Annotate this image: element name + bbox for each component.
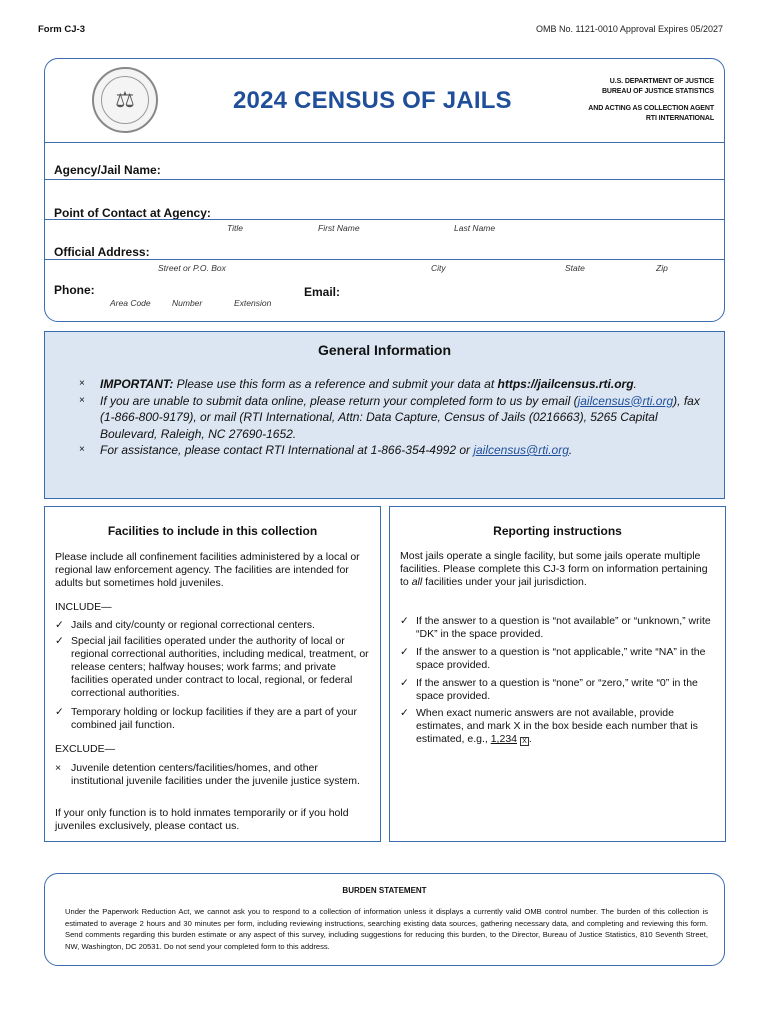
check-icon: ✓ — [55, 706, 64, 718]
burden-title: BURDEN STATEMENT — [342, 886, 427, 895]
reporting-item: ✓ When exact numeric answers are not available, provide estimates, and mark X in the box beside each number that is estimated, e.g., 1,234 X . — [400, 707, 698, 745]
info-text: For assistance, please contact RTI International at 1-866-354-4992 or — [100, 443, 474, 457]
check-icon: ✓ — [55, 635, 64, 647]
agency-line: RTI INTERNATIONAL — [645, 115, 714, 122]
omb-number: OMB No. 1121-0010 Approval Expires 05/2027 — [536, 24, 723, 34]
official-address-label: Official Address: — [54, 245, 150, 259]
exclude-item: × Juvenile detention centers/facilities/homes, and other institutional juvenile facilities under the juvenile justice system. — [55, 762, 360, 787]
number-sublabel: Number — [172, 298, 203, 308]
check-icon: ✓ — [400, 646, 409, 658]
burden-statement-panel — [44, 873, 725, 966]
agency-name-label: Agency/Jail Name: — [54, 163, 161, 177]
reporting-intro: Most jails operate a single facility, but some jails operate multiple facilities. Please complete this CJ-3 form on information pertaining to all facilities under your jail jurisdiction. — [400, 550, 708, 588]
form-id: Form CJ-3 — [38, 24, 85, 35]
email-link[interactable]: jailcensus@rti.org — [577, 393, 674, 408]
check-icon: ✓ — [55, 619, 64, 631]
extension-sublabel: Extension — [234, 298, 272, 308]
eagle-emblem-icon: ⚖ — [101, 76, 149, 124]
check-icon: ✓ — [400, 677, 409, 689]
include-item: ✓ Special jail facilities operated under the authority of local or regional correctional authorities, including medical, treatment, or release centers; halfway houses; work farms; and private facilities operated under contract to local, regional, or federal correctional authorities. — [55, 635, 369, 699]
facilities-panel — [44, 506, 381, 842]
info-text: Please use this form as a reference and submit your data at — [173, 377, 498, 391]
example-value: 1,234 — [490, 733, 517, 745]
agency-line: AND ACTING AS COLLECTION AGENT — [588, 105, 714, 112]
city-sublabel: City — [431, 263, 446, 273]
general-information-panel — [44, 331, 725, 499]
info-text: ), fax (1-866-800-9179), or mail (RTI International, Attn: Data Capture, Census of Jails (0216663), 5265 Capital Boulevard, Raleigh, NC 27690-1652. — [100, 393, 700, 441]
exclude-label: EXCLUDE— — [55, 743, 116, 755]
divider — [45, 142, 724, 143]
facilities-intro: Please include all confinement facilities administered by a local or regional law enforcement agency. The facilities are intended for adults but sometimes hold juveniles. — [55, 551, 360, 589]
reporting-title: Reporting instructions — [493, 524, 622, 538]
doj-seal-icon — [92, 67, 158, 133]
bullet-icon: × — [79, 394, 85, 406]
bullet-icon: × — [79, 378, 85, 389]
form-title: 2024 CENSUS OF JAILS — [233, 87, 512, 114]
reporting-item: ✓ If the answer to a question is “none” or “zero,” write “0” in the space provided. — [400, 677, 698, 702]
info-text: . — [568, 443, 573, 457]
facilities-title: Facilities to include in this collection — [107, 524, 318, 538]
agency-line: BUREAU OF JUSTICE STATISTICS — [601, 88, 714, 95]
email-label: Email: — [304, 285, 341, 299]
burden-text: Under the Paperwork Reduction Act, we cannot ask you to respond to a collection of information unless it displays a currently valid OMB control number. The burden of this collection is estimated to average 2 hours and 30 minutes per form, including reviewing instructions, searching existing data sources, gathering necessary data, and completing and reviewing this form. Send comments regarding this burden estimate or any aspect of this survey, including suggestions for reducing this burden, to the Director, Bureau of Justice Statistics, 810 Seventh Street, NW, Washington, DC 20531. Do not send your completed form to this address. — [65, 907, 708, 951]
first-name-sublabel: First Name — [318, 223, 360, 233]
reporting-panel — [389, 506, 726, 842]
reporting-item: ✓ If the answer to a question is “not applicable,” write “NA” in the space provided. — [400, 646, 706, 671]
divider — [45, 179, 724, 180]
phone-label: Phone: — [54, 283, 95, 297]
email-link[interactable]: jailcensus@rti.org — [473, 443, 569, 457]
area-code-sublabel: Area Code — [110, 298, 151, 308]
zip-sublabel: Zip — [656, 263, 668, 273]
info-item-assistance — [79, 442, 710, 459]
important-label: IMPORTANT: — [100, 377, 174, 391]
title-sublabel: Title — [227, 223, 243, 233]
agency-line: U.S. DEPARTMENT OF JUSTICE — [609, 78, 714, 85]
bullet-icon: × — [79, 444, 85, 455]
estimate-checkbox: X — [520, 737, 529, 746]
divider — [45, 259, 724, 260]
street-sublabel: Street or P.O. Box — [158, 263, 226, 273]
include-label: INCLUDE— — [55, 601, 112, 613]
include-item: ✓ Jails and city/county or regional correctional centers. — [55, 619, 315, 631]
info-item-important — [79, 376, 710, 393]
info-text: If you are unable to submit data online, please return your completed form to us by email ( — [100, 393, 578, 408]
reporting-item: ✓ If the answer to a question is “not available” or “unknown,” write “DK” in the space provided. — [400, 615, 711, 640]
info-text: . — [633, 377, 637, 391]
include-item: ✓ Temporary holding or lockup facilities if they are a part of your combined jail function. — [55, 706, 357, 731]
facilities-footer: If your only function is to hold inmates temporarily or if you hold juveniles exclusively, please contact us. — [55, 807, 349, 832]
info-item-return — [79, 393, 710, 443]
state-sublabel: State — [565, 263, 585, 273]
check-icon: ✓ — [400, 707, 409, 719]
header-section — [44, 58, 725, 322]
point-of-contact-label: Point of Contact at Agency: — [54, 206, 211, 220]
cross-icon: × — [55, 762, 62, 774]
website-link[interactable]: https://jailcensus.rti.org — [497, 377, 634, 391]
check-icon: ✓ — [400, 615, 409, 627]
general-information-title: General Information — [317, 342, 452, 358]
last-name-sublabel: Last Name — [454, 223, 496, 233]
divider — [45, 219, 724, 220]
